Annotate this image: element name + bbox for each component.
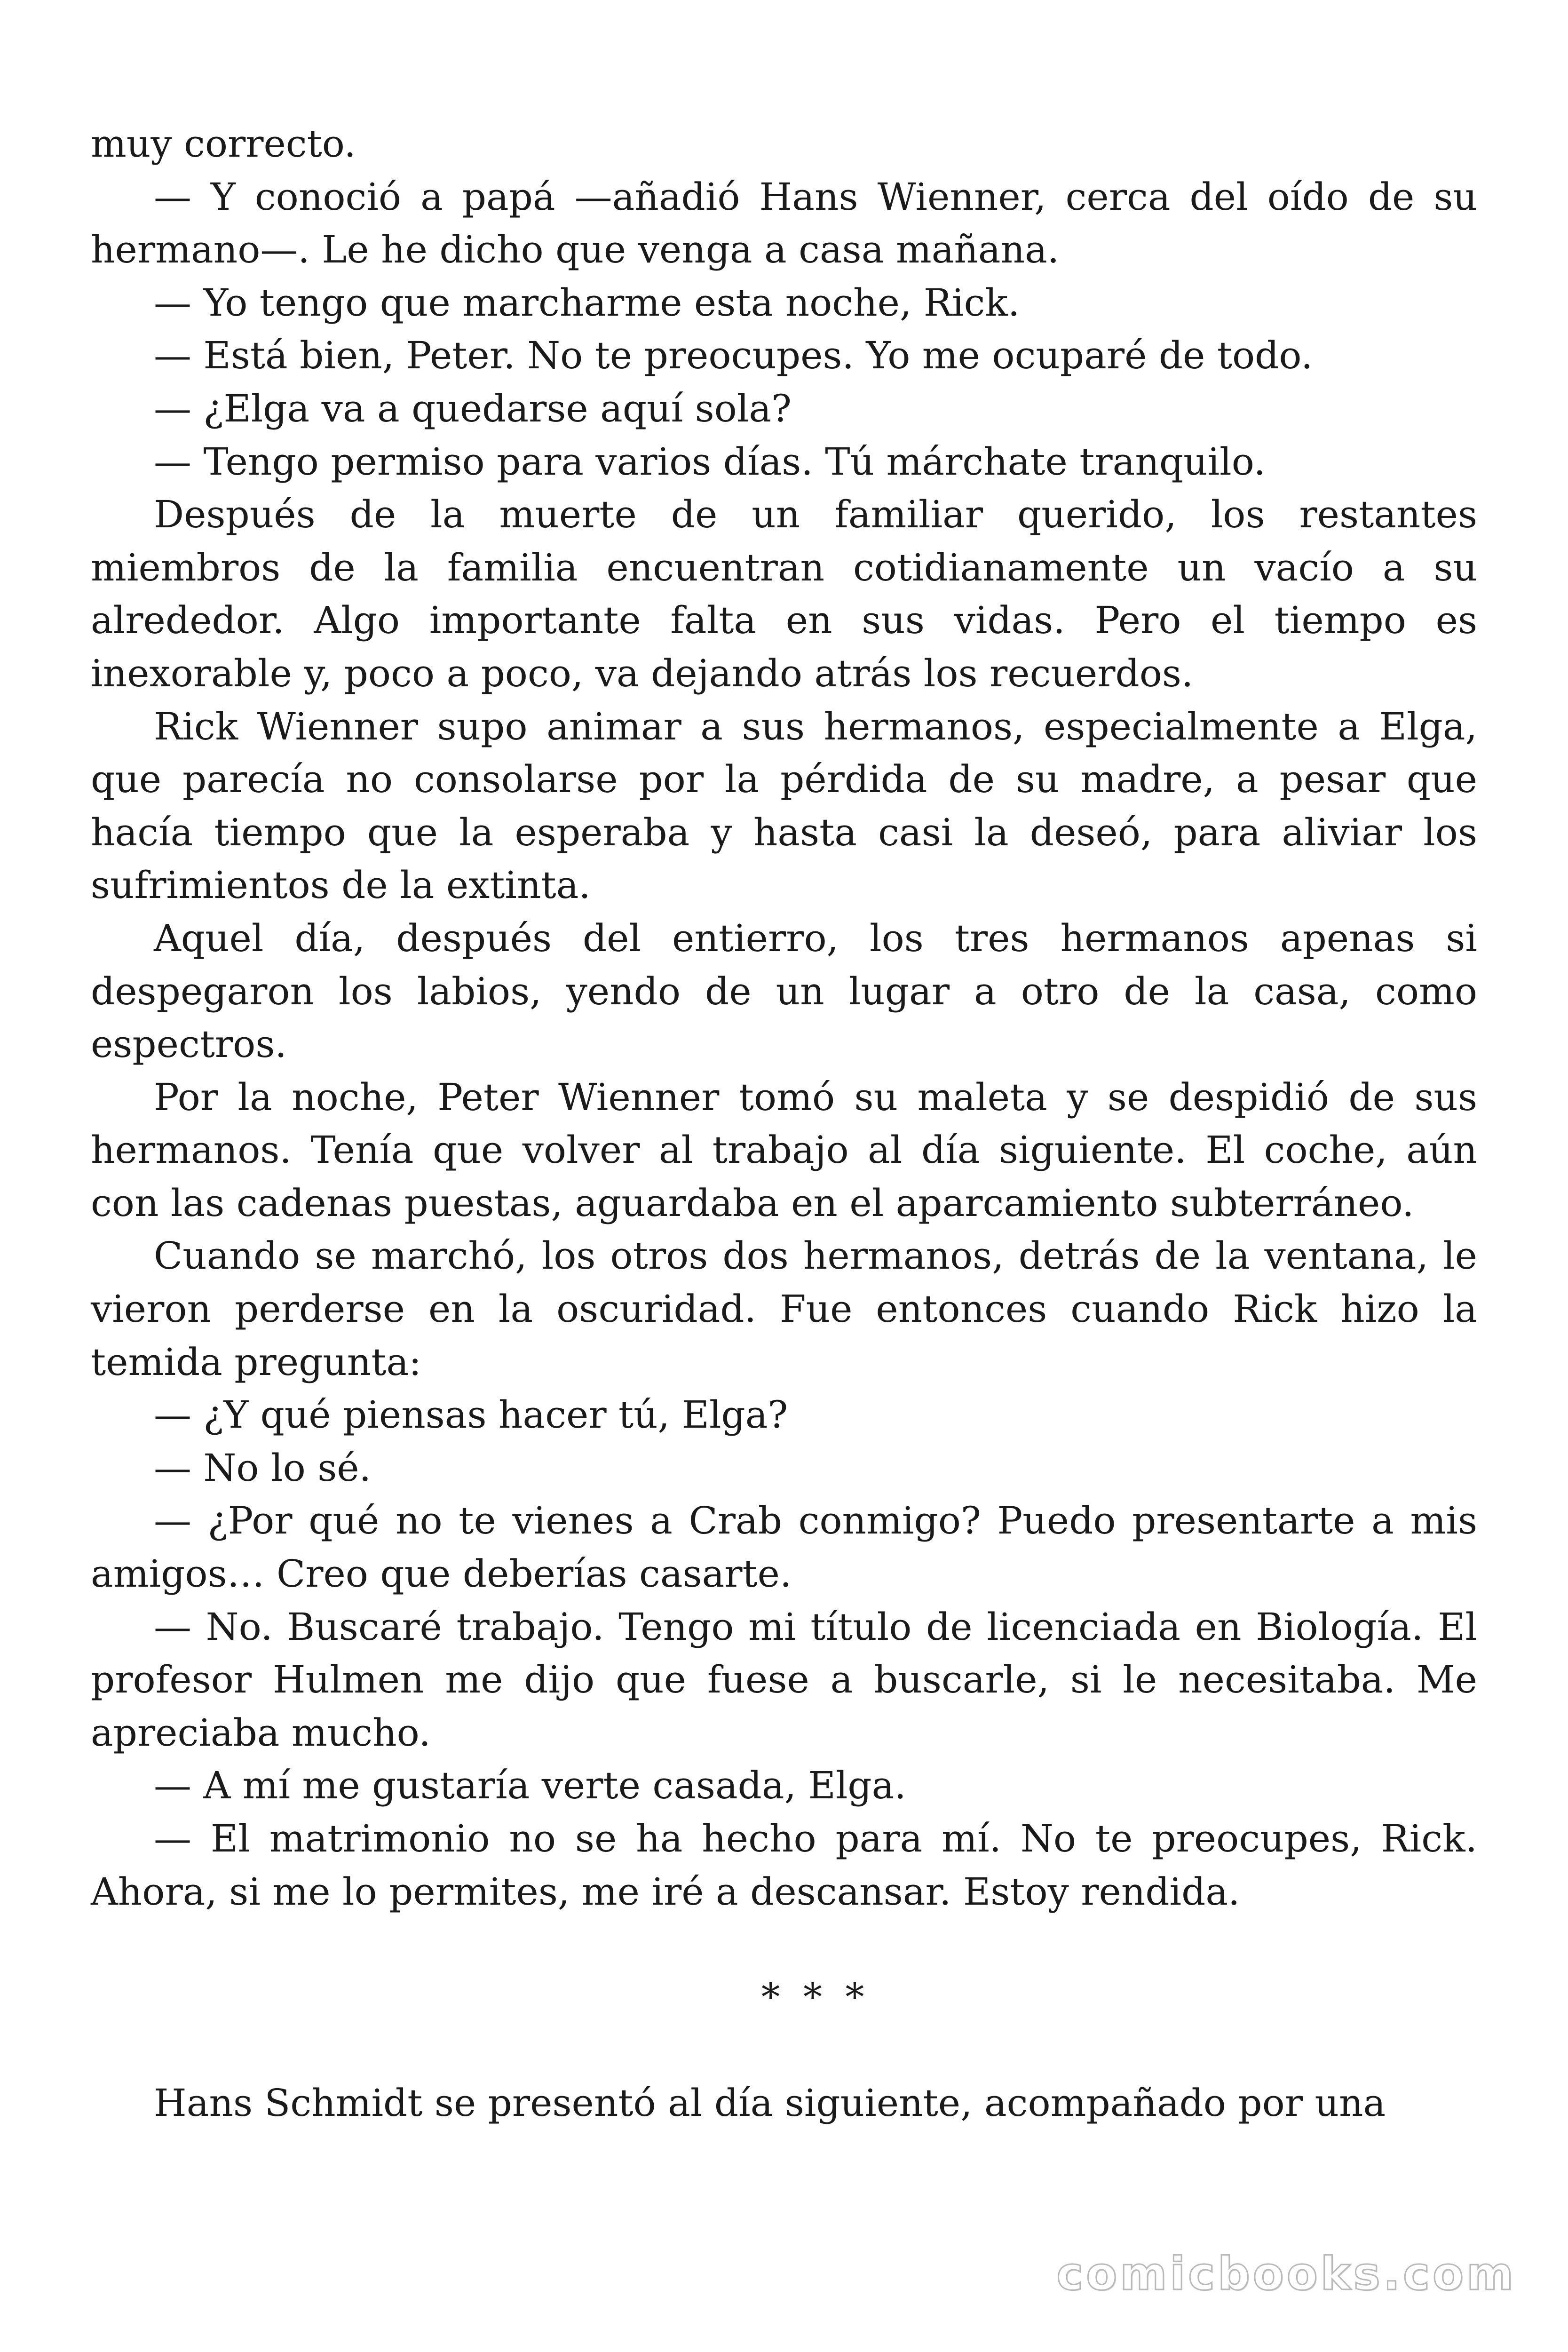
- dialogue-paragraph: — No. Buscaré trabajo. Tengo mi título de licenciada en Biología. El profesor Hulmen me dijo que fuese a buscarle, si le necesitaba. Me apreciaba mucho.: [91, 1605, 1477, 1755]
- dialogue-paragraph: — A mí me gustaría verte casada, Elga.: [154, 1764, 906, 1808]
- closing-paragraph: Hans Schmidt se presentó al día siguiente, acompañado por una: [154, 2081, 1386, 2125]
- dialogue-paragraph: — ¿Elga va a quedarse aquí sola?: [154, 386, 792, 430]
- dialogue-paragraph: — Y conoció a papá —añadió Hans Wienner, cerca del oído de su hermano—. Le he dicho que venga a casa mañana.: [91, 175, 1477, 272]
- dialogue-paragraph: — ¿Por qué no te vienes a Crab conmigo? Puedo presentarte a mis amigos… Creo que deberías casarte.: [91, 1499, 1477, 1596]
- dialogue-paragraph: — Yo tengo que marcharme esta noche, Rick.: [154, 280, 1020, 325]
- dialogue-paragraph: — Tengo permiso para varios días. Tú márchate tranquilo.: [154, 439, 1266, 484]
- narrative-paragraph: Por la noche, Peter Wienner tomó su maleta y se despidió de sus hermanos. Tenía que volver al trabajo al día siguiente. El coche, aún con las cadenas puestas, aguardaba en el aparcamiento subterráneo.: [91, 1075, 1477, 1225]
- page-text-body: [91, 118, 1477, 2130]
- section-separator: * * *: [761, 1975, 870, 2019]
- narrative-paragraph: Rick Wienner supo animar a sus hermanos, especialmente a Elga, que parecía no consolarse por la pérdida de su madre, a pesar que hacía tiempo que la esperaba y hasta casi la deseó, para aliviar los sufrimientos de la extinta.: [91, 704, 1477, 907]
- dialogue-paragraph: — El matrimonio no se ha hecho para mí. No te preocupes, Rick. Ahora, si me lo permites, me iré a descansar. Estoy rendida.: [91, 1817, 1477, 1914]
- narrative-paragraph: Después de la muerte de un familiar querido, los restantes miembros de la familia encuentran cotidianamente un vacío a su alrededor. Algo importante falta en sus vidas. Pero el tiempo es inexorable y, poco a poco, va dejando atrás los recuerdos.: [91, 493, 1477, 695]
- watermark-logo: comicbooks.com: [1056, 2248, 1516, 2300]
- dialogue-paragraph: — No lo sé.: [154, 1446, 372, 1490]
- paragraph-continuation: muy correcto.: [91, 122, 356, 166]
- narrative-paragraph: Cuando se marchó, los otros dos hermanos, detrás de la ventana, le vieron perderse en la oscuridad. Fue entonces cuando Rick hizo la temida pregunta:: [91, 1234, 1477, 1384]
- narrative-paragraph: Aquel día, después del entierro, los tres hermanos apenas si despegaron los labios, yendo de un lugar a otro de la casa, como espectros.: [91, 916, 1477, 1066]
- dialogue-paragraph: — ¿Y qué piensas hacer tú, Elga?: [154, 1393, 788, 1437]
- dialogue-paragraph: — Está bien, Peter. No te preocupes. Yo me ocuparé de todo.: [154, 334, 1313, 378]
